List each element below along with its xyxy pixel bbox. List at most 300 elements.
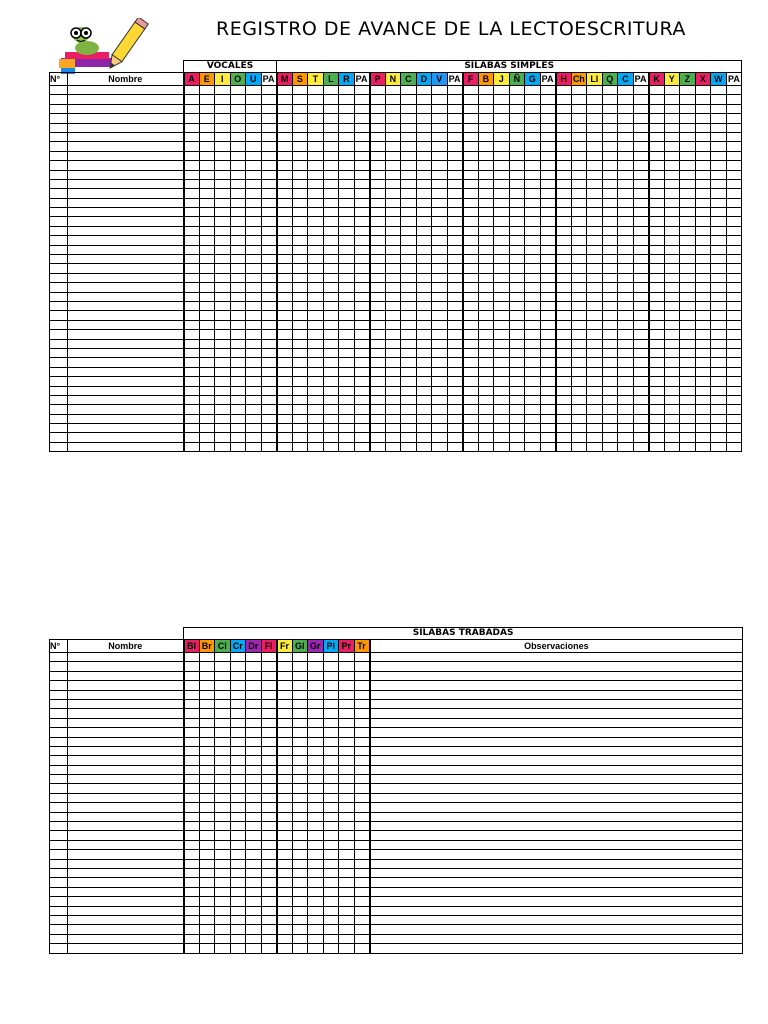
progress-cell[interactable] [509,151,525,160]
progress-cell[interactable] [494,189,510,198]
progress-cell[interactable] [339,756,355,765]
progress-cell[interactable] [478,189,494,198]
progress-cell[interactable] [556,405,572,414]
progress-cell[interactable] [509,320,525,329]
progress-cell[interactable] [261,217,277,226]
progress-cell[interactable] [292,925,308,934]
progress-cell[interactable] [323,395,339,404]
progress-cell[interactable] [354,292,370,301]
progress-cell[interactable] [680,161,696,170]
progress-cell[interactable] [680,226,696,235]
progress-cell[interactable] [494,358,510,367]
progress-cell[interactable] [432,405,448,414]
progress-cell[interactable] [308,339,324,348]
progress-cell[interactable] [339,264,355,273]
progress-cell[interactable] [277,746,293,755]
progress-cell[interactable] [401,348,417,357]
progress-cell[interactable] [618,405,634,414]
progress-cell[interactable] [602,264,618,273]
progress-cell[interactable] [323,925,339,934]
progress-cell[interactable] [556,236,572,245]
progress-cell[interactable] [602,414,618,423]
progress-cell[interactable] [277,765,293,774]
progress-cell[interactable] [277,198,293,207]
progress-cell[interactable] [602,151,618,160]
progress-cell[interactable] [308,944,324,953]
progress-cell[interactable] [230,114,246,123]
progress-cell[interactable] [230,179,246,188]
progress-cell[interactable] [277,784,293,793]
progress-cell[interactable] [354,442,370,451]
progress-cell[interactable] [618,264,634,273]
progress-cell[interactable] [370,236,386,245]
progress-cell[interactable] [385,170,401,179]
progress-cell[interactable] [323,189,339,198]
progress-cell[interactable] [339,161,355,170]
progress-cell[interactable] [432,161,448,170]
progress-cell[interactable] [540,311,556,320]
name-cell[interactable] [68,671,184,680]
progress-cell[interactable] [215,756,231,765]
progress-cell[interactable] [370,208,386,217]
progress-cell[interactable] [323,386,339,395]
progress-cell[interactable] [261,925,277,934]
progress-cell[interactable] [602,226,618,235]
progress-cell[interactable] [447,311,463,320]
progress-cell[interactable] [246,208,262,217]
progress-cell[interactable] [494,367,510,376]
progress-cell[interactable] [246,718,262,727]
progress-cell[interactable] [339,179,355,188]
progress-cell[interactable] [401,264,417,273]
progress-cell[interactable] [230,850,246,859]
progress-cell[interactable] [494,104,510,113]
progress-cell[interactable] [680,301,696,310]
progress-cell[interactable] [633,255,649,264]
progress-cell[interactable] [711,283,727,292]
progress-cell[interactable] [447,198,463,207]
progress-cell[interactable] [339,198,355,207]
progress-cell[interactable] [633,104,649,113]
progress-cell[interactable] [463,217,479,226]
progress-cell[interactable] [308,264,324,273]
progress-cell[interactable] [277,245,293,254]
progress-cell[interactable] [339,737,355,746]
progress-cell[interactable] [184,944,200,953]
progress-cell[interactable] [416,424,432,433]
progress-cell[interactable] [292,812,308,821]
number-cell[interactable] [50,245,68,254]
progress-cell[interactable] [292,95,308,104]
progress-cell[interactable] [292,198,308,207]
progress-cell[interactable] [215,433,231,442]
progress-cell[interactable] [463,245,479,254]
progress-cell[interactable] [695,414,711,423]
progress-cell[interactable] [261,161,277,170]
progress-cell[interactable] [246,671,262,680]
progress-cell[interactable] [633,424,649,433]
progress-cell[interactable] [571,377,587,386]
progress-cell[interactable] [478,311,494,320]
progress-cell[interactable] [370,424,386,433]
progress-cell[interactable] [261,255,277,264]
progress-cell[interactable] [354,728,370,737]
progress-cell[interactable] [540,414,556,423]
progress-cell[interactable] [354,377,370,386]
progress-cell[interactable] [370,255,386,264]
progress-cell[interactable] [664,179,680,188]
progress-cell[interactable] [184,424,200,433]
progress-cell[interactable] [416,377,432,386]
progress-cell[interactable] [556,123,572,132]
progress-cell[interactable] [230,255,246,264]
observations-cell[interactable] [370,822,743,831]
progress-cell[interactable] [292,367,308,376]
progress-cell[interactable] [323,653,339,662]
progress-cell[interactable] [509,179,525,188]
progress-cell[interactable] [354,925,370,934]
progress-cell[interactable] [633,142,649,151]
progress-cell[interactable] [649,433,665,442]
progress-cell[interactable] [184,226,200,235]
progress-cell[interactable] [556,95,572,104]
progress-cell[interactable] [246,405,262,414]
progress-cell[interactable] [432,86,448,95]
progress-cell[interactable] [664,377,680,386]
progress-cell[interactable] [447,367,463,376]
progress-cell[interactable] [602,236,618,245]
progress-cell[interactable] [463,142,479,151]
progress-cell[interactable] [354,915,370,924]
progress-cell[interactable] [292,803,308,812]
progress-cell[interactable] [277,123,293,132]
progress-cell[interactable] [726,358,742,367]
progress-cell[interactable] [230,831,246,840]
progress-cell[interactable] [726,255,742,264]
progress-cell[interactable] [261,681,277,690]
progress-cell[interactable] [726,292,742,301]
progress-cell[interactable] [695,217,711,226]
name-cell[interactable] [68,906,184,915]
progress-cell[interactable] [277,208,293,217]
progress-cell[interactable] [695,189,711,198]
progress-cell[interactable] [230,386,246,395]
progress-cell[interactable] [432,395,448,404]
progress-cell[interactable] [587,311,603,320]
progress-cell[interactable] [711,161,727,170]
progress-cell[interactable] [478,339,494,348]
progress-cell[interactable] [308,123,324,132]
progress-cell[interactable] [618,179,634,188]
progress-cell[interactable] [323,775,339,784]
number-cell[interactable] [50,198,68,207]
progress-cell[interactable] [354,151,370,160]
progress-cell[interactable] [525,161,541,170]
progress-cell[interactable] [432,151,448,160]
progress-cell[interactable] [478,395,494,404]
number-cell[interactable] [50,793,68,802]
progress-cell[interactable] [323,737,339,746]
progress-cell[interactable] [509,170,525,179]
progress-cell[interactable] [401,405,417,414]
progress-cell[interactable] [323,728,339,737]
name-cell[interactable] [68,123,184,132]
progress-cell[interactable] [292,179,308,188]
name-cell[interactable] [68,728,184,737]
progress-cell[interactable] [292,433,308,442]
observations-cell[interactable] [370,812,743,821]
progress-cell[interactable] [695,170,711,179]
progress-cell[interactable] [277,283,293,292]
progress-cell[interactable] [385,320,401,329]
progress-cell[interactable] [602,377,618,386]
progress-cell[interactable] [432,245,448,254]
progress-cell[interactable] [432,114,448,123]
progress-cell[interactable] [416,142,432,151]
progress-cell[interactable] [711,395,727,404]
progress-cell[interactable] [416,208,432,217]
progress-cell[interactable] [556,104,572,113]
progress-cell[interactable] [292,793,308,802]
progress-cell[interactable] [649,405,665,414]
progress-cell[interactable] [230,273,246,282]
progress-cell[interactable] [215,367,231,376]
progress-cell[interactable] [602,301,618,310]
progress-cell[interactable] [323,859,339,868]
progress-cell[interactable] [199,189,215,198]
progress-cell[interactable] [370,330,386,339]
progress-cell[interactable] [230,756,246,765]
number-cell[interactable] [50,868,68,877]
progress-cell[interactable] [556,151,572,160]
progress-cell[interactable] [509,189,525,198]
observations-cell[interactable] [370,803,743,812]
number-cell[interactable] [50,887,68,896]
progress-cell[interactable] [432,330,448,339]
progress-cell[interactable] [432,236,448,245]
progress-cell[interactable] [230,653,246,662]
progress-cell[interactable] [308,283,324,292]
progress-cell[interactable] [633,386,649,395]
progress-cell[interactable] [354,775,370,784]
progress-cell[interactable] [184,264,200,273]
progress-cell[interactable] [230,718,246,727]
progress-cell[interactable] [199,775,215,784]
progress-cell[interactable] [463,292,479,301]
progress-cell[interactable] [370,86,386,95]
progress-cell[interactable] [230,405,246,414]
progress-cell[interactable] [339,681,355,690]
progress-cell[interactable] [246,878,262,887]
progress-cell[interactable] [587,424,603,433]
progress-cell[interactable] [571,395,587,404]
progress-cell[interactable] [292,915,308,924]
progress-cell[interactable] [587,414,603,423]
number-cell[interactable] [50,775,68,784]
number-cell[interactable] [50,671,68,680]
progress-cell[interactable] [680,367,696,376]
progress-cell[interactable] [618,311,634,320]
number-cell[interactable] [50,878,68,887]
progress-cell[interactable] [292,662,308,671]
progress-cell[interactable] [726,189,742,198]
progress-cell[interactable] [199,395,215,404]
progress-cell[interactable] [463,367,479,376]
progress-cell[interactable] [664,114,680,123]
progress-cell[interactable] [509,339,525,348]
progress-cell[interactable] [308,831,324,840]
progress-cell[interactable] [587,114,603,123]
progress-cell[interactable] [726,367,742,376]
observations-cell[interactable] [370,681,743,690]
progress-cell[interactable] [494,208,510,217]
progress-cell[interactable] [246,793,262,802]
progress-cell[interactable] [261,104,277,113]
progress-cell[interactable] [540,433,556,442]
progress-cell[interactable] [525,320,541,329]
number-cell[interactable] [50,934,68,943]
number-cell[interactable] [50,690,68,699]
progress-cell[interactable] [618,132,634,141]
progress-cell[interactable] [540,161,556,170]
progress-cell[interactable] [370,161,386,170]
progress-cell[interactable] [184,803,200,812]
progress-cell[interactable] [230,217,246,226]
progress-cell[interactable] [540,367,556,376]
progress-cell[interactable] [184,339,200,348]
progress-cell[interactable] [385,339,401,348]
progress-cell[interactable] [184,95,200,104]
progress-cell[interactable] [199,699,215,708]
observations-cell[interactable] [370,653,743,662]
progress-cell[interactable] [711,170,727,179]
progress-cell[interactable] [401,395,417,404]
progress-cell[interactable] [540,151,556,160]
progress-cell[interactable] [695,377,711,386]
progress-cell[interactable] [525,339,541,348]
progress-cell[interactable] [323,292,339,301]
progress-cell[interactable] [215,737,231,746]
progress-cell[interactable] [230,226,246,235]
progress-cell[interactable] [587,179,603,188]
progress-cell[interactable] [602,255,618,264]
progress-cell[interactable] [184,348,200,357]
progress-cell[interactable] [308,878,324,887]
progress-cell[interactable] [184,709,200,718]
progress-cell[interactable] [602,292,618,301]
progress-cell[interactable] [277,236,293,245]
progress-cell[interactable] [370,95,386,104]
progress-cell[interactable] [215,151,231,160]
progress-cell[interactable] [199,104,215,113]
progress-cell[interactable] [292,690,308,699]
progress-cell[interactable] [432,217,448,226]
progress-cell[interactable] [246,812,262,821]
name-cell[interactable] [68,765,184,774]
progress-cell[interactable] [308,671,324,680]
progress-cell[interactable] [540,255,556,264]
progress-cell[interactable] [246,395,262,404]
progress-cell[interactable] [618,245,634,254]
progress-cell[interactable] [664,283,680,292]
name-cell[interactable] [68,925,184,934]
progress-cell[interactable] [618,348,634,357]
progress-cell[interactable] [463,377,479,386]
progress-cell[interactable] [540,405,556,414]
progress-cell[interactable] [587,255,603,264]
progress-cell[interactable] [556,414,572,423]
progress-cell[interactable] [633,311,649,320]
progress-cell[interactable] [184,283,200,292]
name-cell[interactable] [68,95,184,104]
progress-cell[interactable] [323,944,339,953]
progress-cell[interactable] [509,198,525,207]
progress-cell[interactable] [323,170,339,179]
progress-cell[interactable] [525,264,541,273]
number-cell[interactable] [50,822,68,831]
progress-cell[interactable] [726,114,742,123]
progress-cell[interactable] [199,95,215,104]
progress-cell[interactable] [649,283,665,292]
progress-cell[interactable] [292,123,308,132]
progress-cell[interactable] [633,377,649,386]
progress-cell[interactable] [339,273,355,282]
progress-cell[interactable] [494,170,510,179]
progress-cell[interactable] [695,320,711,329]
progress-cell[interactable] [261,690,277,699]
progress-cell[interactable] [509,255,525,264]
progress-cell[interactable] [184,198,200,207]
name-cell[interactable] [68,944,184,953]
progress-cell[interactable] [308,414,324,423]
progress-cell[interactable] [447,86,463,95]
progress-cell[interactable] [525,245,541,254]
progress-cell[interactable] [711,311,727,320]
progress-cell[interactable] [199,358,215,367]
progress-cell[interactable] [509,348,525,357]
progress-cell[interactable] [680,292,696,301]
progress-cell[interactable] [680,217,696,226]
progress-cell[interactable] [618,86,634,95]
progress-cell[interactable] [215,273,231,282]
progress-cell[interactable] [308,367,324,376]
progress-cell[interactable] [261,906,277,915]
progress-cell[interactable] [323,95,339,104]
progress-cell[interactable] [339,395,355,404]
progress-cell[interactable] [323,662,339,671]
progress-cell[interactable] [525,255,541,264]
progress-cell[interactable] [618,170,634,179]
progress-cell[interactable] [509,367,525,376]
progress-cell[interactable] [354,386,370,395]
progress-cell[interactable] [447,179,463,188]
progress-cell[interactable] [509,414,525,423]
progress-cell[interactable] [339,132,355,141]
name-cell[interactable] [68,831,184,840]
progress-cell[interactable] [215,897,231,906]
progress-cell[interactable] [494,264,510,273]
progress-cell[interactable] [525,104,541,113]
progress-cell[interactable] [602,179,618,188]
progress-cell[interactable] [308,681,324,690]
progress-cell[interactable] [416,245,432,254]
progress-cell[interactable] [339,803,355,812]
progress-cell[interactable] [478,358,494,367]
number-cell[interactable] [50,728,68,737]
progress-cell[interactable] [199,746,215,755]
progress-cell[interactable] [246,737,262,746]
progress-cell[interactable] [711,292,727,301]
